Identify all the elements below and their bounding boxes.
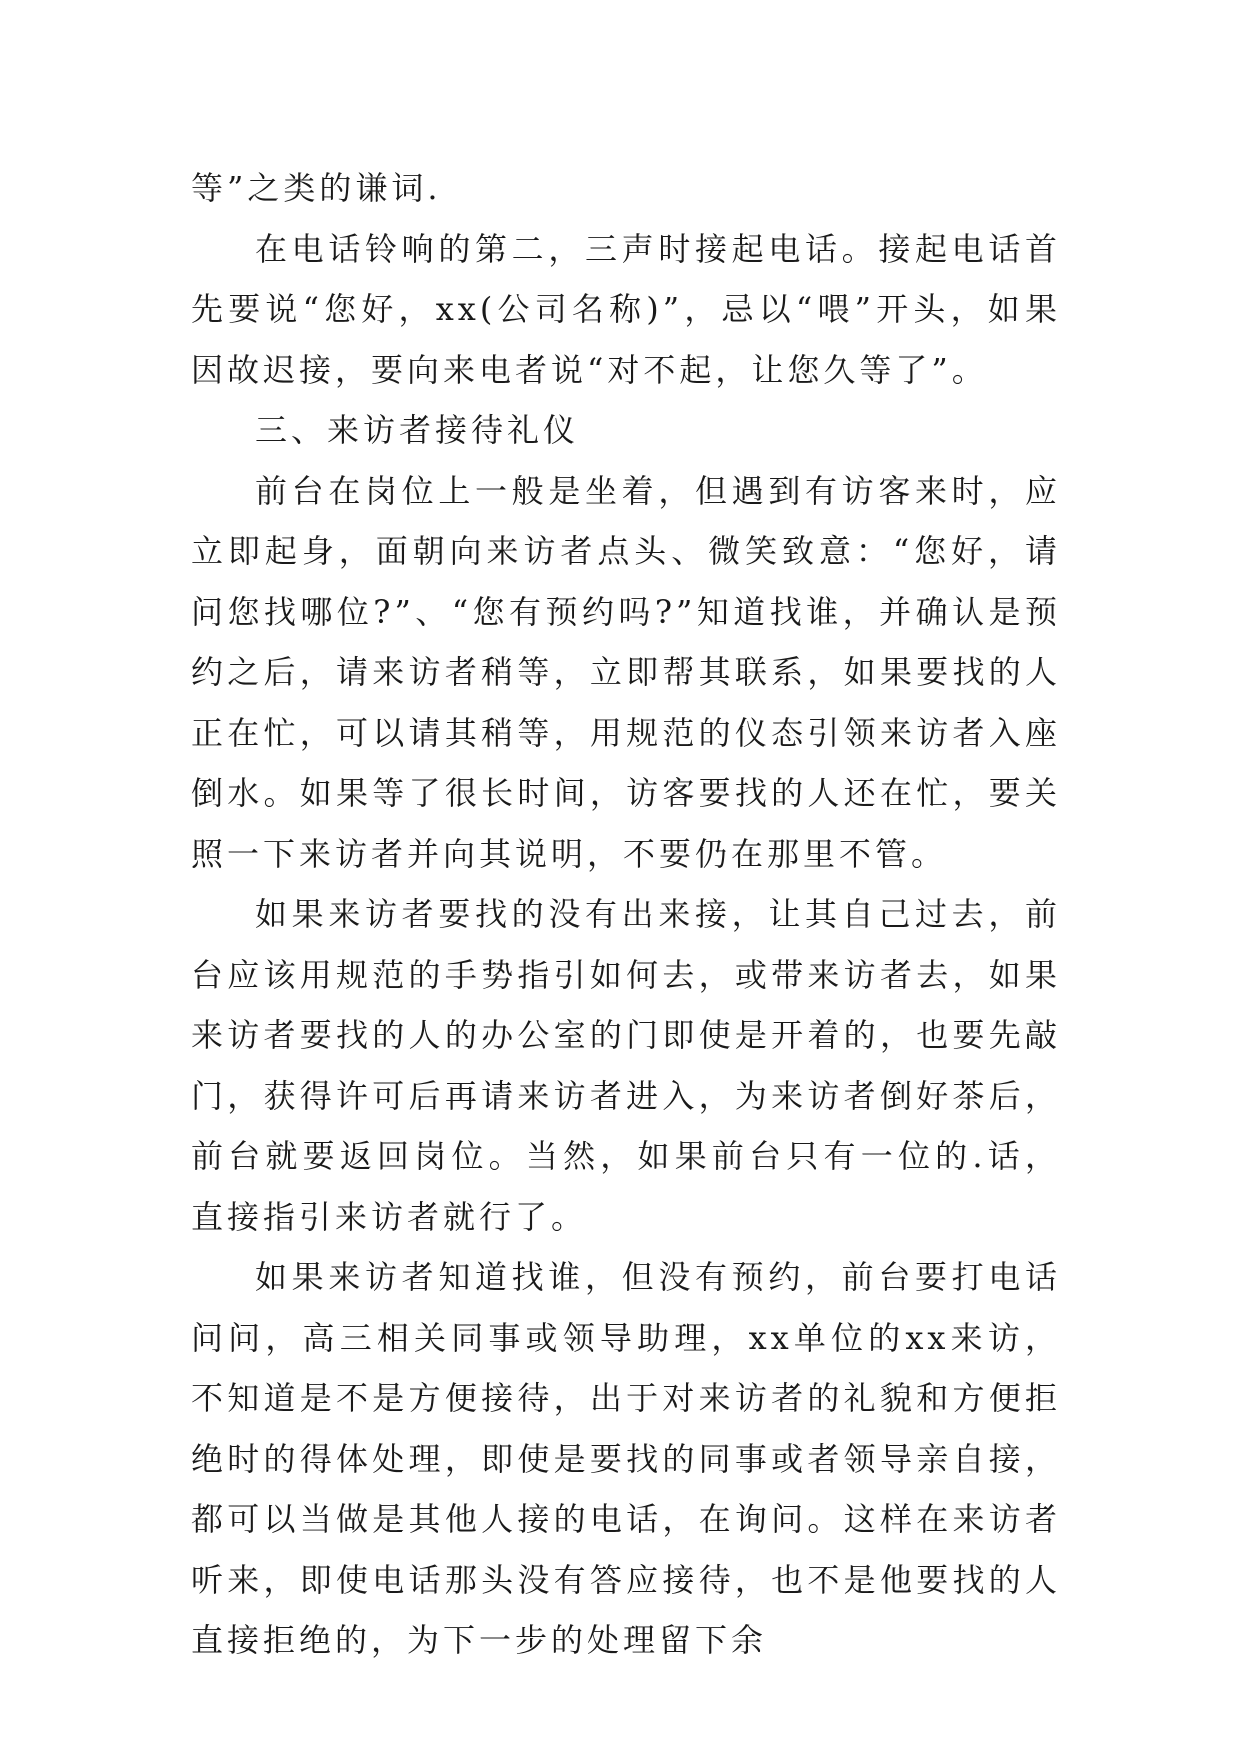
paragraph-continuation: 等”之类的谦词. bbox=[191, 169, 442, 207]
document-body bbox=[191, 158, 1061, 1671]
paragraph-greeting-visitors: 前台在岗位上一般是坐着，但遇到有访客来时，应立即起身，面朝向来访者点头、微笑致意：“您好，请问您找哪位?”、“您有预约吗?”知道找谁，并确认是预约之后，请来访者稍等，立即帮其联系，如果要找的人正在忙，可以请其稍等，用规范的仪态引领来访者入座倒水。如果等了很长时间，访客要找的人还在忙，要关照一下来访者并向其说明，不要仍在那里不管。 bbox=[191, 471, 1061, 873]
section-heading-visitor-etiquette: 三、来访者接待礼仪 bbox=[255, 411, 580, 449]
paragraph-phone-answering: 在电话铃响的第二，三声时接起电话。接起电话首先要说“您好，xx(公司名称)”，忌以“喂”开头，如果因故迟接，要向来电者说“对不起，让您久等了”。 bbox=[191, 229, 1061, 389]
paragraph-unscheduled-visitors: 如果来访者知道找谁，但没有预约，前台要打电话问问，高三相关同事或领导助理，xx单位的xx来访，不知道是不是方便接待，出于对来访者的礼貌和方便拒绝时的得体处理，即使是要找的同事或者领导亲自接，都可以当做是其他人接的电话，在询问。这样在来访者听来，即使电话那头没有答应接待，也不是他要找的人直接拒绝的，为下一步的处理留下余 bbox=[191, 1258, 1061, 1659]
paragraph-guiding-visitors: 如果来访者要找的没有出来接，让其自己过去，前台应该用规范的手势指引如何去，或带来访者去，如果来访者要找的人的办公室的门即使是开着的，也要先敲门，获得许可后再请来访者进入，为来访者倒好茶后，前台就要返回岗位。当然，如果前台只有一位的.话，直接指引来访者就行了。 bbox=[191, 895, 1061, 1236]
